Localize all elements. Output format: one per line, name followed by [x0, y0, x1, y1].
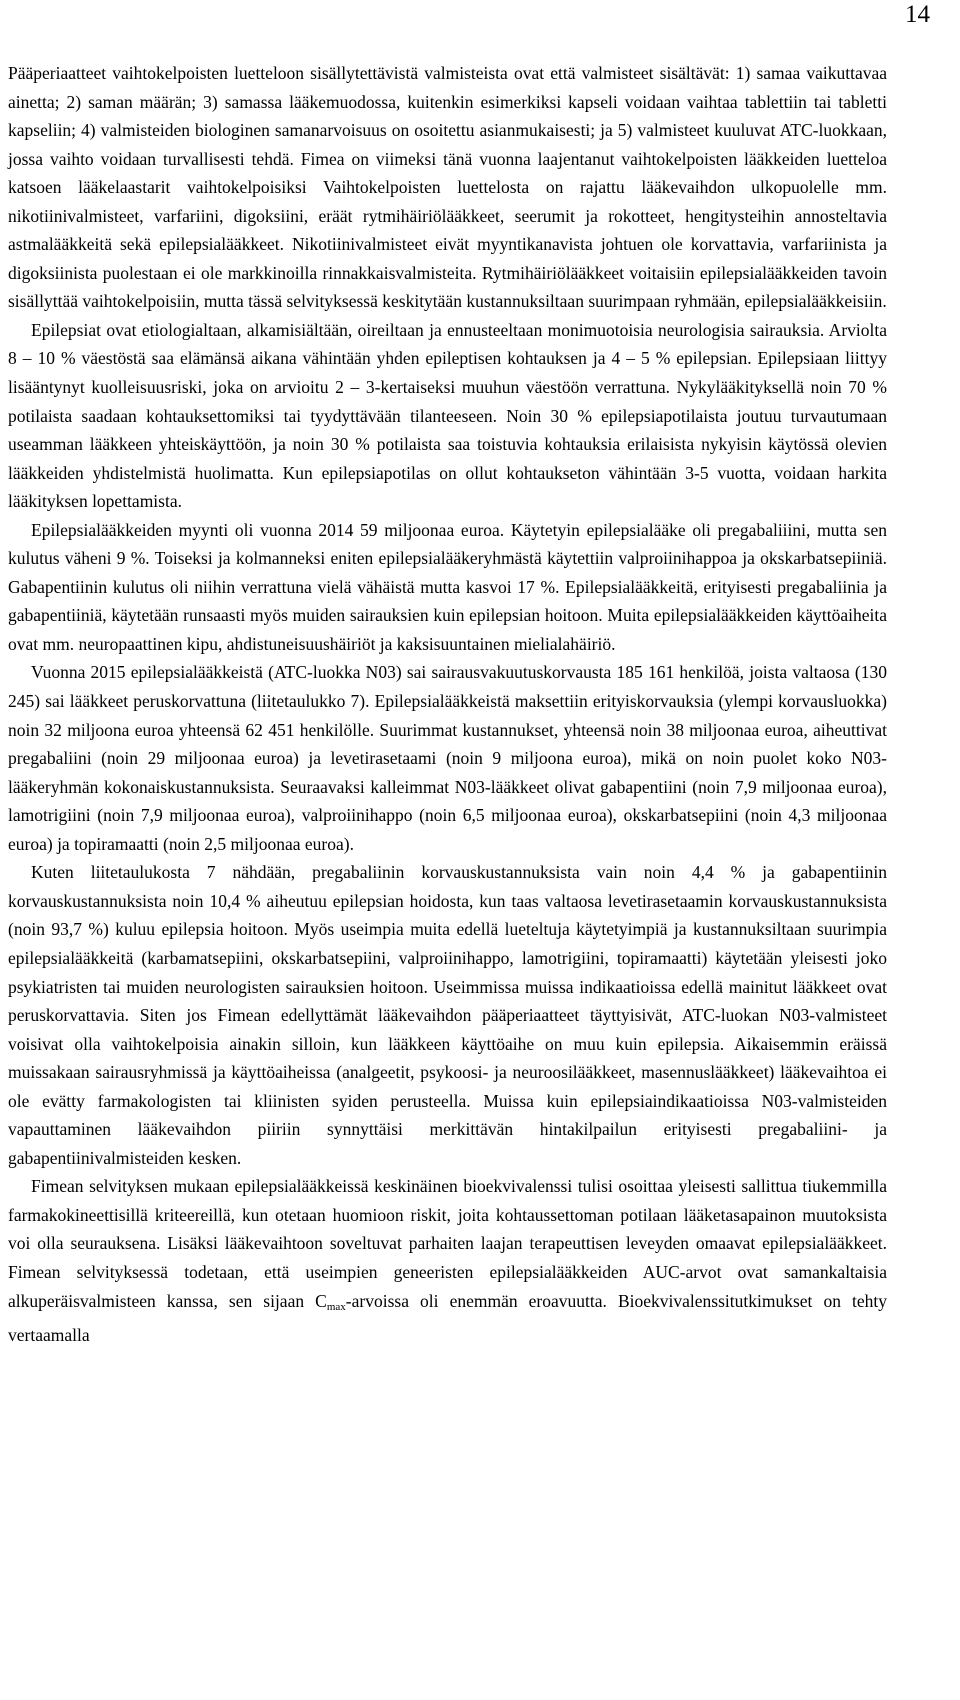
bioequivalence-text-end: -arvoissa oli enemmän eroavuutta. Bioekvivalenssitutkimukset on tehty vertaamalla — [8, 1290, 888, 1346]
paragraph-reimbursement-2015: Vuonna 2015 epilepsialääkkeistä (ATC-luokka N03) sai sairausvakuutuskorvausta 185 161 henkilöä, joista valtaosa (130 245) sai lääkkeet peruskorvattuna (liitetaulukko 7). Epilepsialääkkeistä maksettiin erityiskorvauksia (ylempi korvausluokka) noin 32 miljoona euroa yhteensä 62 451 henkilölle. Suurimmat kustannukset, yhteensä noin 38 miljoonaa euroa, aiheuttivat pregabaliini (noin 29 miljoonaa euroa) ja levetirasetaami (noin 9 miljoona euroa), mikä on noin puolet koko N03-lääkeryhmän kokonaiskustannuksista. Seuraavaksi kalleimmat N03-lääkkeet olivat gabapentiini (noin 7,9 miljoonaa euroa), lamotrigiini (noin 7,9 miljoonaa euroa), valproiinihappo (noin 6,5 miljoonaa euroa), okskarbatsepiini (noin 4,3 miljoonaa euroa) ja topiramaatti (noin 2,5 miljoonaa euroa). — [8, 662, 887, 854]
bioequivalence-text-start: Fimean selvityksen mukaan epilepsialääkkeissä keskinäinen bioekvivalenssi tulisi osoittaa yleisesti sallittua tiukemmilla farmakokineettisillä kriteereillä, kun otetaan huomioon riskit, joita kohtaussettoman potilaan lääketasapainon muutoksista voi olla seurauksena. Lisäksi lääkevaihtoon soveltuvat parhaiten laajan terapeuttisen leveyden omaavat epilepsialääkkeet. Fimean selvityksessä todetaan, että useimpien geneeristen epilepsialääkkeiden AUC-arvot ovat samankaltaisia alkuperäisvalmisteen kanssa, sen sijaan C — [8, 1176, 887, 1311]
paragraph-cost-shares: Kuten liitetaulukosta 7 nähdään, pregabaliinin korvauskustannuksista vain noin 4,4 % ja gabapentiinin korvauskustannuksista noin 10,4 % aiheutuu epilepsian hoidosta, kun taas valtaosa levetirasetaamin korvauskustannuksista (noin 93,7 %) kuluu epilepsia hoitoon. Myös useimpia muita edellä lueteltuja käytetyimpiä ja kustannuksiltaan suurimpia epilepsialääkkeitä (karbamatsepiini, okskarbatsepiini, valproiinihappo, lamotrigiini, topiramaatti) käytetään yleisesti joko psykiatristen tai muiden neurologisten sairauksien hoitoon. Useimmissa muissa indikaatioissa edellä mainitut lääkkeet ovat peruskorvattavia. Siten jos Fimean edellyttämät lääkevaihdon pääperiaatteet täyttyisivät, ATC-luokan N03-valmisteet voisivat olla vaihtokelpoisia ainakin silloin, kun lääkkeen käyttöaihe on muu kuin epilepsia. Aikaisemmin eräissä muissakaan sairausryhmissä ja käyttöaiheissa (analgeetit, psykoosi- ja neuroosilääkkeet, masennuslääkkeet) lääkevaihtoa ei ole evätty farmakologisten tai kliinisten syiden perusteella. Muissa kuin epilepsiaindikaatioissa N03-valmisteiden vapauttaminen lääkevaihdon piiriin synnyttäisi merkittävän hintakilpailun erityisesti pregabaliini- ja gabapentiinivalmisteiden kesken. — [8, 862, 887, 1168]
paragraph-exchange-principles: Pääperiaatteet vaihtokelpoisten luetteloon sisällytettävistä valmisteista ovat että valmisteet sisältävät: 1) samaa vaikuttavaa ainetta; 2) saman määrän; 3) samassa lääkemuodossa, kuitenkin esimerkiksi kapseli voidaan vaihtaa tablettiin tai tabletti kapseliin; 4) valmisteiden biologinen samanarvoisuus on osoitettu asianmukaisesti; ja 5) valmisteet kuuluvat ATC-luokkaan, jossa vaihto voidaan turvallisesti tehdä. Fimea on viimeksi tänä vuonna laajentanut vaihtokelpoisten lääkkeiden luetteloa katsoen lääkelaastarit vaihtokelpoisiksi Vaihtokelpoisten luettelosta on rajattu lääkevaihdon ulkopuolelle mm. nikotiinivalmisteet, varfariini, digoksiini, eräät rytmihäiriölääkkeet, seerumit ja rokotteet, hengitysteihin annosteltavia astmalääkkeitä sekä epilepsialääkkeet. Nikotiinivalmisteet eivät myyntikanavista johtuen ole korvattavia, varfariinista ja digoksiinista puolestaan ei ole markkinoilla rinnakkaisvalmisteita. Rytmihäiriölääkkeet voitaisiin epilepsialääkkeiden tavoin sisällyttää vaihtokelpoisiin, mutta tässä selvityksessä keskitytään kustannuksiltaan suurimpaan ryhmään, epilepsialääkkeisiin. — [8, 63, 887, 312]
paragraph-epilepsy-overview: Epilepsiat ovat etiologialtaan, alkamisiältään, oireiltaan ja ennusteeltaan monimuotoisia neurologisia sairauksia. Arviolta 8 – 10 % väestöstä saa elämänsä aikana vähintään yhden epileptisen kohtauksen ja 4 – 5 % epilepsian. Epilepsiaan liittyy lisääntynyt kuolleisuusriski, joka on arvioitu 2 – 3-kertaiseksi muuhun väestöön verrattuna. Nykylääkityksellä noin 70 % potilaista saadaan kohtauksettomiksi tai tyydyttävään tilanteeseen. Noin 30 % epilepsiapotilaista joutuu turvautumaan useamman lääkkeen yhteiskäyttöön, ja noin 30 % potilaista saa toistuvia kohtauksia erilaisista nykyisin käytössä olevien lääkkeiden yhdistelmistä huolimatta. Kun epilepsiapotilas on ollut kohtaukseton vähintään 3-5 vuotta, voidaan harkita lääkityksen lopettamista. — [8, 319, 887, 512]
paragraph-bioequivalence — [8, 1172, 887, 1349]
cmax-subscript: max — [326, 1300, 346, 1313]
body-text — [8, 59, 887, 1350]
page-number: 14 — [905, 1, 930, 28]
paragraph-drug-sales: Epilepsialääkkeiden myynti oli vuonna 2014 59 miljoonaa euroa. Käytetyin epilepsialääke oli pregabaliiini, mutta sen kulutus väheni 9 %. Toiseksi ja kolmanneksi eniten epilepsialääkeryhmästä käytettiin valproiinihappoa ja okskarbatsepiiniä. Gabapentiinin kulutus oli niihin verrattuna vielä vähäistä mutta kasvoi 17 %. Epilepsialääkkeitä, erityisesti pregabaliinia ja gabapentiiniä, käytetään runsaasti myös muiden sairauksien kuin epilepsian hoitoon. Muita epilepsialääkkeiden käyttöaiheita ovat mm. neuropaattinen kipu, ahdistuneisuushäiriöt ja kaksisuuntainen mielialahäiriö. — [8, 519, 887, 654]
